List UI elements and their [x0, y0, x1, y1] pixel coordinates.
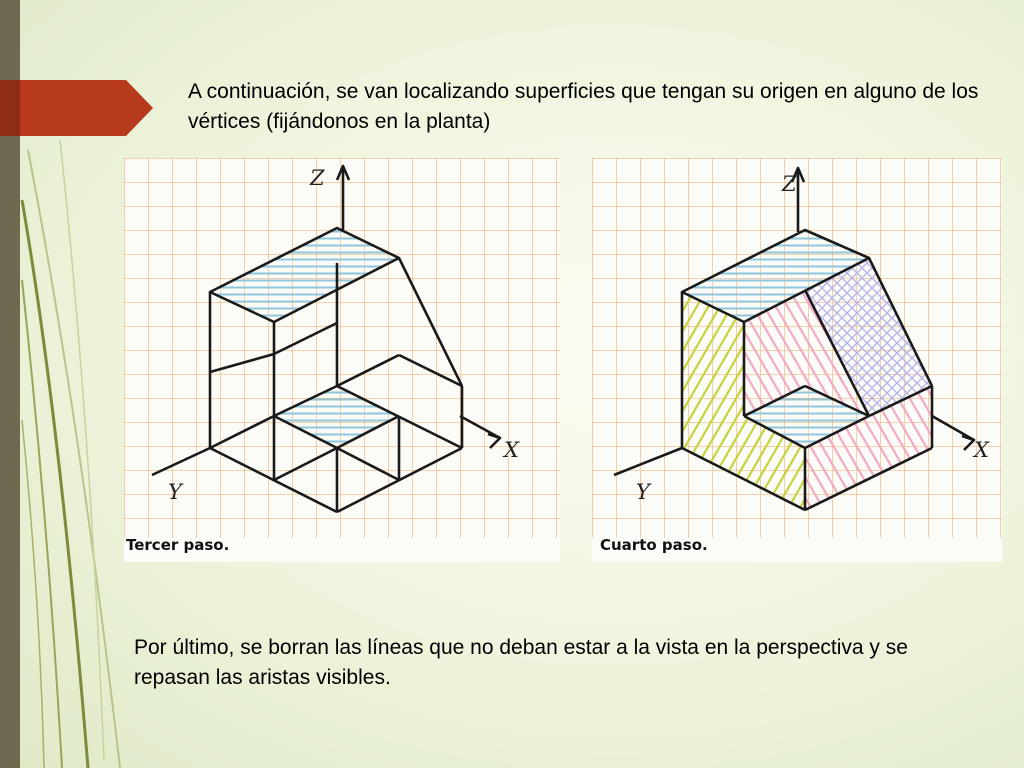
axis-z-label: Z [310, 166, 325, 190]
axis-y-label: Y [168, 480, 182, 504]
axis-z-label: Z [782, 172, 797, 196]
isometric-drawing-third-step [124, 158, 560, 562]
figure-third-step [124, 158, 560, 562]
figure-caption: Tercer paso. [126, 536, 230, 554]
closing-text: Por último, se borran las líneas que no deban estar a la vista en la perspectiva y se repasan las aristas visibles. [134, 636, 908, 689]
accent-arrow-banner [0, 80, 160, 136]
axis-x-label: X [504, 438, 519, 462]
isometric-drawing-fourth-step [592, 158, 1002, 562]
figure-fourth-step [592, 158, 1002, 562]
figure-caption: Cuarto paso. [600, 536, 708, 554]
axis-y-label: Y [636, 480, 650, 504]
intro-text: A continuación, se van localizando superficies que tengan su origen en alguno de los vértices (fijándonos en la planta) [188, 80, 979, 133]
axis-x-label: X [974, 438, 989, 462]
